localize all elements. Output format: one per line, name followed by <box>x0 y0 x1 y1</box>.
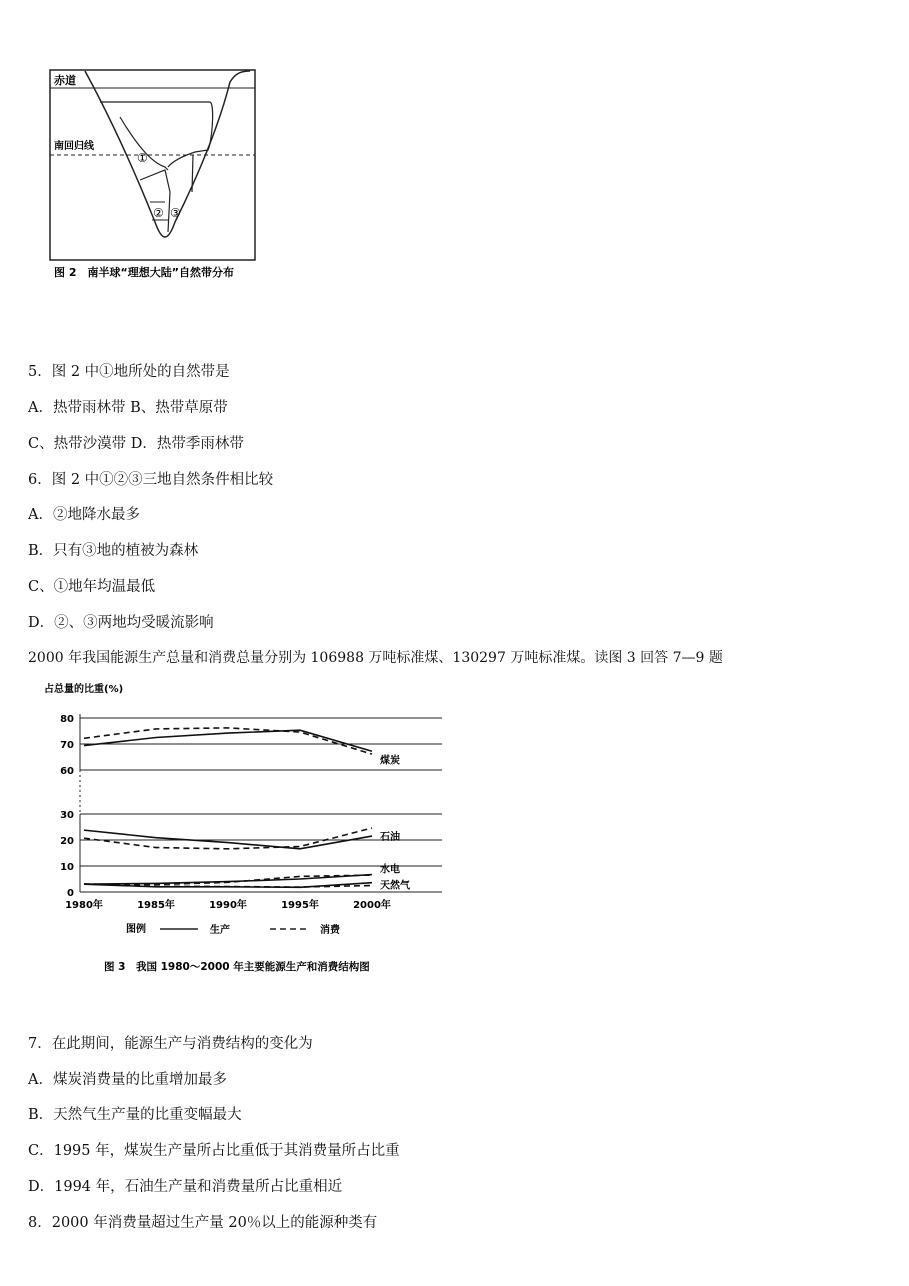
q5-stem: 5．图 2 中①地所处的自然带是 <box>28 364 230 380</box>
x-tick-label-1980: 1980年 <box>65 900 103 911</box>
x-tick-label-1990: 1990年 <box>209 900 247 911</box>
figure-3-chart <box>28 678 458 978</box>
legend-consumption-label: 消费 <box>320 925 340 936</box>
q5-options-cd: C、热带沙漠带 D．热带季雨林带 <box>28 436 244 452</box>
figure-2-caption: 图 2 南半球“理想大陆”自然带分布 <box>54 266 234 279</box>
y-tick-label-60: 60 <box>60 766 74 777</box>
y-tick-label-30: 30 <box>60 810 74 821</box>
series-label-石油: 石油 <box>380 832 400 844</box>
marker-3: ③ <box>170 206 181 220</box>
x-tick-label-2000: 2000年 <box>353 900 391 911</box>
marker-1: ① <box>137 151 148 165</box>
tropic-label: 南回归线 <box>54 141 94 152</box>
figure-2-frame <box>50 70 255 260</box>
y-tick-label-80: 80 <box>60 714 74 725</box>
x-tick-label-1985: 1985年 <box>137 900 175 911</box>
legend-production-label: 生产 <box>210 925 230 936</box>
x-tick-label-1995: 1995年 <box>281 900 319 911</box>
marker-2: ② <box>153 206 164 220</box>
y-tick-label-0: 0 <box>67 888 74 899</box>
q7-stem: 7．在此期间，能源生产与消费结构的变化为 <box>28 1036 313 1052</box>
series-label-煤炭: 煤炭 <box>380 755 400 767</box>
energy-intro: 2000 年我国能源生产总量和消费总量分别为 106988 万吨标准煤、130297 万吨标准煤。读图 3 回答 7—9 题 <box>28 650 723 666</box>
q7-option-b: B．天然气生产量的比重变幅最大 <box>28 1107 242 1123</box>
q7-option-c: C．1995 年，煤炭生产量所占比重低于其消费量所占比重 <box>28 1143 400 1159</box>
figure-2 <box>40 62 270 292</box>
q7-option-a: A．煤炭消费量的比重增加最多 <box>28 1072 227 1088</box>
y-tick-label-10: 10 <box>60 862 74 873</box>
chart-ylabel: 占总量的比重(%) <box>44 684 124 695</box>
q6-option-c: C、①地年均温最低 <box>28 579 156 595</box>
q6-option-b: B．只有③地的植被为森林 <box>28 543 199 559</box>
series-label-水电: 水电 <box>380 864 400 876</box>
q6-option-d: D．②、③两地均受暖流影响 <box>28 615 214 631</box>
q7-option-d: D．1994 年，石油生产量和消费量所占比重相近 <box>28 1179 343 1195</box>
y-tick-label-20: 20 <box>60 836 74 847</box>
series-line-3-consumption <box>84 828 372 849</box>
legend-title: 图例 <box>126 924 146 935</box>
q8-stem: 8．2000 年消费量超过生产量 20％以上的能源种类有 <box>28 1215 378 1231</box>
zone-boundary-east <box>192 155 193 192</box>
series-label-天然气: 天然气 <box>380 880 410 892</box>
continent-outline <box>85 71 250 237</box>
q6-option-a: A．②地降水最多 <box>28 507 140 523</box>
q6-stem: 6．图 2 中①②③三地自然条件相比较 <box>28 472 274 488</box>
y-tick-label-70: 70 <box>60 740 74 751</box>
series-line-2-production <box>84 830 372 849</box>
chart-caption: 图 3 我国 1980～2000 年主要能源生产和消费结构图 <box>104 961 370 973</box>
equator-label: 赤道 <box>54 74 76 87</box>
q5-options-ab: A．热带雨林带 B、热带草原带 <box>28 400 228 416</box>
